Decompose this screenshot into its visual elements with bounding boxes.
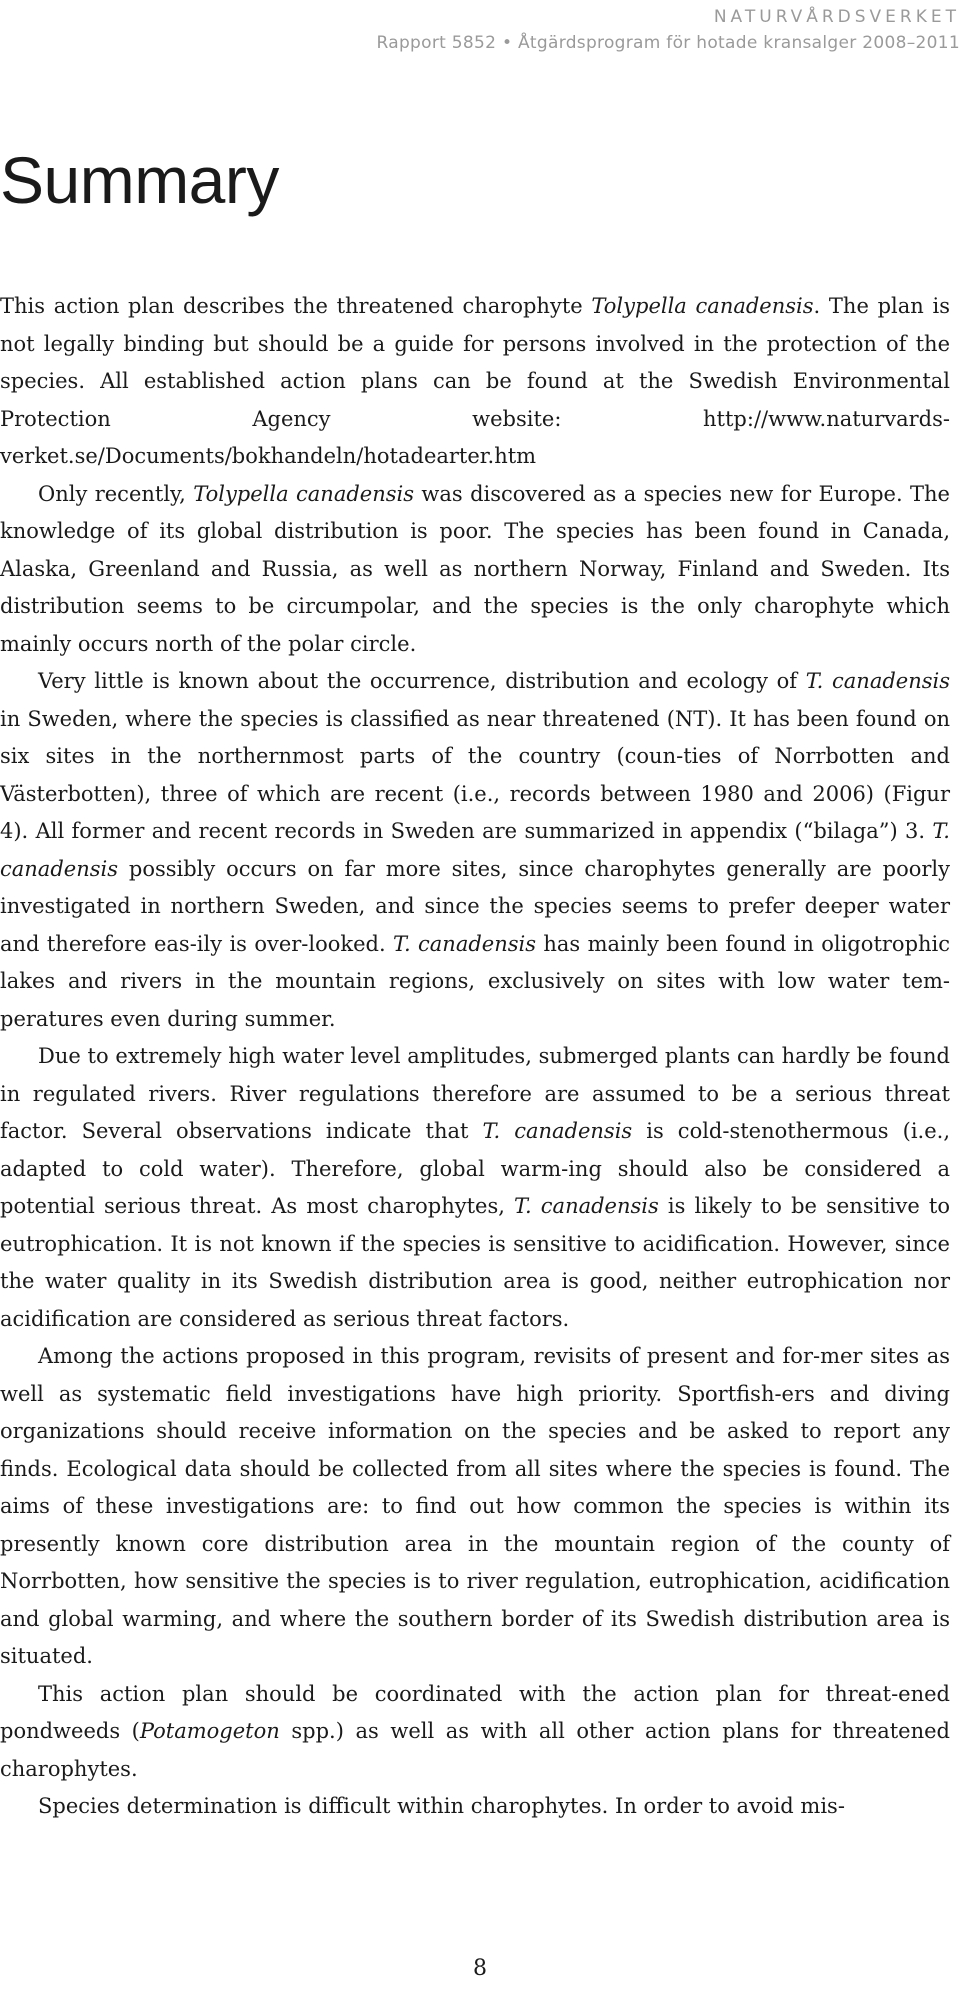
species-name: T. canadensis [805, 669, 950, 693]
body-paragraph [0, 1788, 950, 1826]
text-run: in Sweden, where the species is classified as near threatened (NT). It has been found on six sites in the northernmost parts of the country (coun-ties of Norrbotten and Västerbotten), three of which are recent (i.e., records between 1980 and 2006) (Figur 4). All former and recent records in Sweden are summarized in appendix (“bilaga”) 3. [0, 706, 950, 843]
header-organization: NATURVÅRDSVERKET [713, 7, 960, 27]
text-run: Very little is known about the occurrence, distribution and ecology of [38, 669, 806, 693]
species-name: Tolypella canadensis [591, 294, 814, 318]
body-paragraph [0, 476, 950, 664]
species-name: T. canadensis [0, 819, 950, 881]
species-name: Potamogeton [139, 1719, 280, 1743]
text-run: has mainly been found in oligotrophic lakes and rivers in the mountain regions, exclusively on sites with low water tem-peratures even during summer. [0, 931, 951, 1031]
running-header [360, 4, 960, 56]
text-run: Due to extremely high water level amplitudes, submerged plants can hardly be found in regulated rivers. River regulations therefore are assumed to be a serious threat factor. Several observations indicate that [0, 1044, 950, 1143]
body-paragraph [0, 1038, 950, 1338]
text-run: Only recently, [38, 481, 194, 506]
body-paragraph [0, 1338, 950, 1676]
summary-body [0, 288, 950, 1826]
body-paragraph [0, 1676, 950, 1789]
page-number: 8 [473, 1956, 487, 1981]
text-run: is cold-stenothermous (i.e., adapted to cold water). Therefore, global warm-ing should also be considered a potential serious threat. As most charophytes, [0, 1119, 950, 1218]
text-run: . The plan is not legally binding but should be a guide for persons involved in the protection of the species. All established action plans can be found at the Swedish Environmental Protection Agency website: http://www.naturvards-verket.se/Documents/bokhandeln/hotadearter.htm [0, 294, 950, 468]
text-run: spp.) as well as with all other action plans for threatened charophytes. [0, 1719, 950, 1781]
species-name: T. canadensis [482, 1119, 633, 1143]
text-run: possibly occurs on far more sites, since charophytes generally are poorly investigated in northern Sweden, and since the species seems to prefer deeper water and therefore eas-ily is over-looked. [0, 856, 950, 956]
body-paragraph [0, 663, 950, 1038]
text-run: was discovered as a species new for Europe. The knowledge of its global distribution is poor. The species has been found in Canada, Alaska, Greenland and Russia, as well as northern Norway, Finland and Sweden. Its distribution seems to be circumpolar, and the species is the only charophyte which mainly occurs north of the polar circle. [0, 481, 950, 656]
text-run: Among the actions proposed in this program, revisits of present and for-mer sites as well as systematic field investigations have high priority. Sportfish-ers and diving organizations should receive information on the species and be asked to report any finds. Ecological data should be collected from all sites where the species is found. The aims of these investigations are: to find out how common the species is within its presently known core distribution area in the mountain region of the county of Norrbotten, how sensitive the species is to river regulation, eutrophication, acidification and global warming, and where the southern border of its Swedish distribution area is situated. [0, 1344, 950, 1668]
text-run: This action plan should be coordinated with the action plan for threat-ened pondweeds ( [0, 1681, 950, 1743]
species-name: T. canadensis [514, 1194, 659, 1218]
text-run: Species determination is difficult within charophytes. In order to avoid mis- [38, 1794, 845, 1818]
header-report-title: Rapport 5852 • Åtgärdsprogram för hotade kransalger 2008–2011 [376, 33, 960, 53]
species-name: Tolypella canadensis [193, 481, 415, 506]
page-title: Summary [0, 143, 279, 217]
text-run: is likely to be sensitive to eutrophication. It is not known if the species is sensitive to acidification. However, since the water quality in its Swedish distribution area is good, neither eutrophication nor acidification are considered as serious threat factors. [0, 1194, 950, 1331]
body-paragraph [0, 288, 950, 476]
text-run: This action plan describes the threatened charophyte [0, 294, 592, 318]
species-name: T. canadensis [393, 931, 537, 956]
